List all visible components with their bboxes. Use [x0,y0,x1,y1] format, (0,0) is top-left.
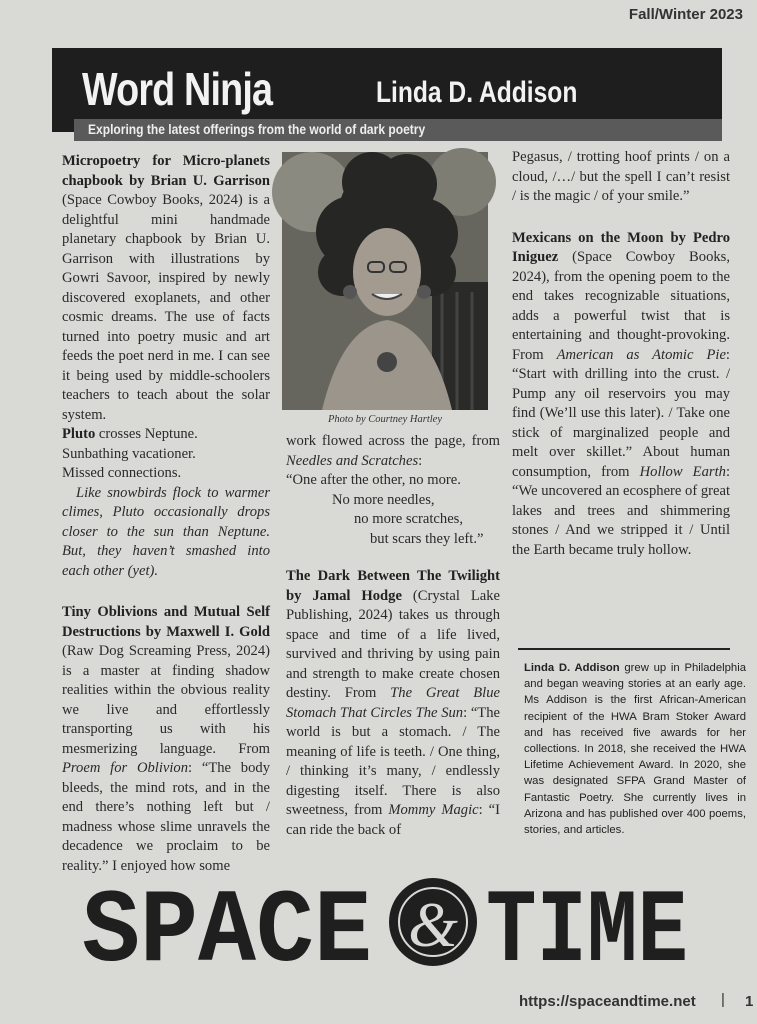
review-tiny-oblivions [62,603,270,876]
poem-note: Like snowbirds flock to warmer climes, Pluto occasionally drops closer to the sun than Neptune. But, they haven’t smashed into each other (yet). [62,484,270,579]
quote-source: The Great Blue Stomach That Circles The Sun [286,685,500,721]
review-title: Micropoetry for Micro-planets chapbook by Brian U. Garrison [62,153,270,189]
poem-bold-word: Pluto [62,426,96,442]
poem-line: no more scratches, [354,511,464,527]
review-mexicans-moon [512,229,730,561]
review-title: Tiny Oblivions and Mutual Self Destructions by Maxwell I. Gold [62,604,270,640]
footer-separator: | [721,991,725,1008]
photo-credit: Photo by Courtney Hartley [327,414,443,425]
review-micropoetry [62,152,270,425]
page-number: 1 [745,993,754,1010]
bio-name: Linda D. Addison [524,662,620,674]
issue-label: Fall/Winter 2023 [628,6,743,23]
review-quote: : “We uncovered an ecosphere of great lakes and trees and shimmering stones / And we stripped it / Until the Earth became truly hollow. [512,463,731,558]
website-link[interactable]: https://spaceandtime.net [519,993,696,1010]
review-text: (Raw Dog Screaming Press, 2024) is a master at finding shadow realities within the obvious reality we live and effortlessly transporting us with his mesmerizing language. From [62,643,270,757]
logo-ampersand: & [408,889,458,960]
author-bio [524,660,746,838]
logo-time-text: TIME [486,874,688,992]
bio-divider [518,648,730,650]
poem-line: crosses Neptune. [95,426,198,442]
review-text: (Crystal Lake Publishing, 2024) takes us through space and time of a life lived, survived and thriving by using pain and strength to make create chosen destiny. From [286,587,500,701]
review-quote: : “I can ride the back of [286,802,500,838]
review-dark-between [286,567,500,840]
quote-source: Hollow Earth [639,463,726,480]
review-title: Mexicans on the Moon by Pedro Iniguez [512,229,730,265]
continued-text [286,432,500,471]
quote-source: American as Atomic Pie [556,346,726,363]
column-3 [512,148,730,560]
column-subtitle: Exploring the latest offerings from the world of dark poetry [88,121,426,137]
subtitle-bar [74,119,722,141]
poem-line: Sunbathing vacationer. [62,445,196,462]
poem-line: “One after the other, no more. [286,472,461,488]
column-1 [62,152,270,876]
poem-line: No more needles, [332,491,435,508]
poem-excerpt [286,471,500,549]
body-text: work flowed across the page, from [286,433,500,449]
column-author: Linda D. Addison [376,76,578,109]
quote-source: Mommy Magic [388,802,479,818]
body-text: : [418,452,423,469]
review-quote: : “Start with drilling into the crust. / Pump any oil reservoirs you may find (We’ll use this later). / Take one stick of marginalized people and melt over skillet.” About human consumption, from [512,346,730,480]
continued-text: Pegasus, / trotting hoof prints / on a cloud, /…/ but the spell I can’t resist / is the magic / of your smile.” [512,149,730,204]
poem-excerpt [62,425,270,484]
review-text: (Space Cowboy Books, 2024) is a delightful mini handmade planetary chapbook by Brian U. Garrison with illustrations by Gowri Savoor, inspired by newly discovered exoplanets, and other cosmic dreams. The use of facts turned into poetry music and art feeds the poet nerd in me. I can see it being used by middle-schoolers teachers to teach about the solar system. [62,192,270,423]
review-quote: : “The world is but a stomach. / The meaning of life is teeth. / One thing, / thinking it’s many, / endlessly digesting itself. There is also sweetness, from [286,704,501,818]
quote-source: Needles and Scratches [286,452,419,469]
poem-line: Missed connections. [62,465,182,481]
logo-space-text: SPACE [82,874,372,992]
author-photo [282,152,488,410]
review-title: The Dark Between The Twilight by Jamal Hodge [286,568,500,604]
space-and-time-logo [82,874,688,992]
poem-line: but scars they left.” [370,530,484,547]
column-title: Word Ninja [82,63,273,115]
review-text: (Space Cowboy Books, 2024), from the opening poem to the end takes recognizable situations, adds a powerful twist that is entertaining and thought-provoking. From [512,249,730,363]
bio-text: grew up in Philadelphia and began weaving stories at an early age. Ms Addison is the first African-American recipient of the HWA Bram Stoker Award and has received five awards for her collections. In 2018, she received the HWA Lifetime Achievement Award. In 2020, she was designated SFPA Grand Master of Fantastic Poetry. She currently lives in Arizona and has published over 400 poems, stories, and articles. [524,662,746,837]
quote-source: Proem for Oblivion [62,760,189,776]
column-2 [286,432,500,840]
review-quote: : “The body bleeds, the mind rots, and in the end there’s nothing left but / madness whose slime unravels the decadence we proclaim to be reality.” I enjoyed how some [62,760,270,874]
